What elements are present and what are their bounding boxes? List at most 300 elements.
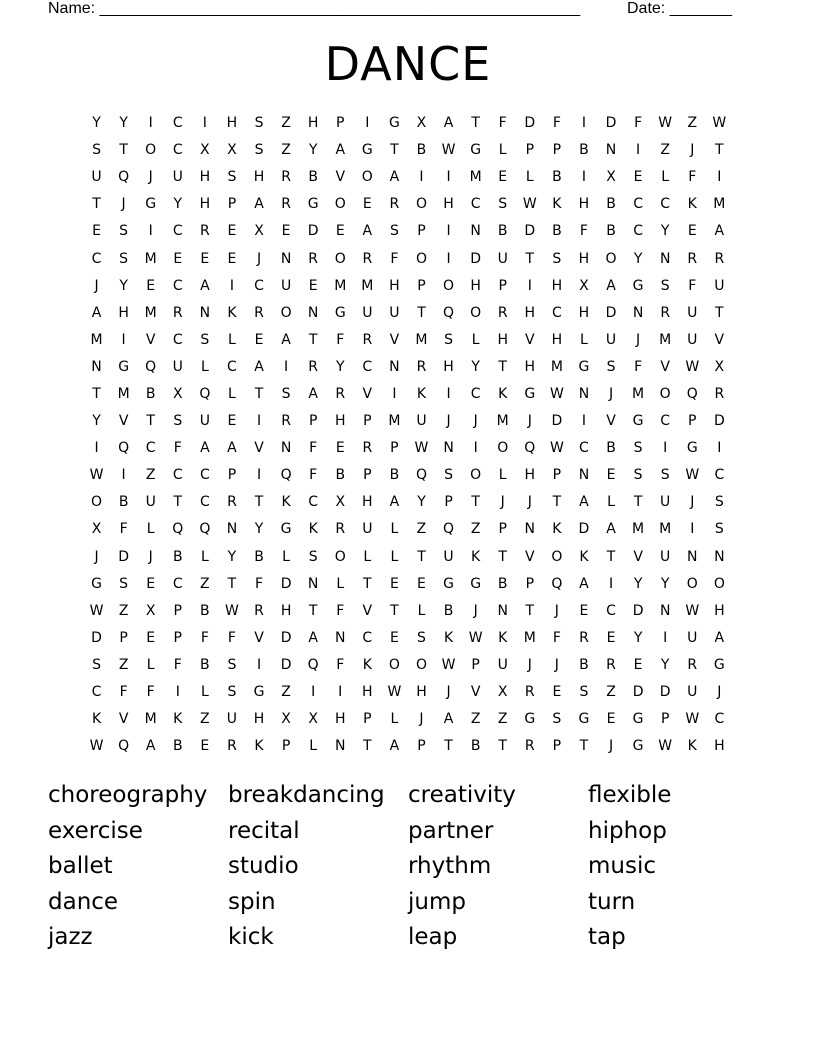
grid-letter: I [581, 115, 587, 132]
grid-letter: M [469, 169, 482, 186]
grid-letter: O [605, 250, 617, 267]
grid-letter: N [335, 738, 346, 755]
grid-letter: S [660, 467, 670, 484]
grid-letter: F [390, 250, 399, 267]
grid-letter: W [225, 602, 239, 619]
grid-row [83, 706, 733, 733]
grid-letter: J [690, 494, 695, 511]
grid-letter: Y [173, 196, 183, 213]
grid-letter: B [552, 223, 562, 240]
grid-letter: M [632, 521, 645, 538]
grid-letter: D [632, 684, 644, 701]
grid-letter: H [524, 304, 536, 321]
grid-letter: M [496, 413, 509, 430]
grid-letter: Q [145, 358, 157, 375]
name-field-label: Name: ______________________________________________________ [48, 0, 581, 17]
grid-letter: F [173, 440, 182, 457]
grid-letter: A [281, 331, 291, 348]
header-line [48, 0, 748, 20]
word-bank-item: jump [408, 888, 466, 915]
grid-letter: T [444, 738, 453, 755]
grid-letter: E [687, 223, 697, 240]
grid-letter: Q [686, 385, 698, 402]
grid-letter: J [148, 169, 153, 186]
grid-letter: Z [281, 142, 291, 159]
grid-letter: J [500, 494, 505, 511]
grid-letter: E [606, 629, 616, 646]
grid-letter: O [361, 169, 373, 186]
grid-letter: H [578, 196, 590, 213]
grid-letter: L [200, 548, 209, 565]
word-bank-item: breakdancing [228, 782, 385, 808]
grid-letter: U [497, 250, 508, 267]
grid-letter: S [714, 494, 724, 511]
grid-letter: O [497, 440, 509, 457]
grid-letter: J [608, 738, 614, 755]
grid-letter: W [89, 467, 104, 484]
grid-letter: W [89, 602, 104, 619]
grid-row [83, 408, 733, 435]
word-bank-item: choreography [48, 782, 208, 808]
grid-letter: L [200, 684, 209, 701]
grid-letter: T [471, 115, 480, 132]
grid-letter: N [335, 629, 346, 646]
grid-letter: H [280, 602, 292, 619]
grid-letter: G [713, 656, 725, 673]
grid-letter: P [417, 738, 426, 755]
grid-letter: K [579, 548, 589, 565]
grid-letter: F [336, 656, 345, 673]
grid-letter: Y [660, 656, 670, 673]
grid-letter: U [199, 413, 210, 430]
grid-letter: F [552, 629, 561, 646]
grid-letter: Y [92, 413, 101, 430]
grid-row [83, 327, 733, 354]
grid-letter: T [308, 602, 318, 619]
grid-letter: X [227, 142, 237, 159]
grid-letter: T [119, 142, 128, 159]
grid-letter: L [417, 602, 426, 619]
grid-letter: H [416, 684, 427, 701]
grid-letter: B [200, 602, 210, 619]
grid-letter: B [308, 169, 318, 186]
grid-letter: B [200, 656, 210, 673]
grid-letter: S [92, 656, 101, 673]
grid-letter: T [173, 494, 183, 511]
word-bank-item: kick [228, 924, 274, 950]
grid-letter: M [523, 629, 536, 646]
grid-letter: Q [415, 467, 427, 484]
grid-letter: Y [633, 250, 643, 267]
grid-letter: X [714, 358, 725, 375]
grid-letter: U [443, 548, 454, 565]
grid-letter: A [606, 277, 616, 294]
grid-letter: E [335, 223, 345, 240]
grid-letter: O [470, 467, 482, 484]
grid-letter: A [200, 277, 210, 294]
grid-letter: D [578, 521, 590, 538]
grid-letter: V [254, 629, 264, 646]
grid-letter: I [636, 142, 641, 159]
grid-letter: S [633, 440, 643, 457]
grid-letter: A [714, 629, 725, 646]
grid-letter: Y [119, 277, 128, 294]
grid-letter: T [363, 738, 372, 755]
grid-letter: D [632, 602, 644, 619]
grid-letter: C [551, 304, 562, 321]
grid-letter: H [334, 711, 346, 728]
grid-letter: A [579, 575, 589, 592]
grid-letter: A [362, 223, 373, 240]
grid-letter: U [687, 629, 698, 646]
grid-letter: N [687, 548, 698, 565]
grid-letter: B [335, 467, 346, 484]
grid-letter: L [498, 467, 507, 484]
grid-letter: B [579, 656, 589, 673]
grid-letter: B [443, 602, 454, 619]
grid-row [83, 516, 733, 543]
grid-letter: U [145, 494, 156, 511]
grid-letter: A [308, 629, 318, 646]
grid-letter: P [498, 521, 507, 538]
grid-letter: A [254, 196, 264, 213]
grid-letter: E [417, 575, 426, 592]
word-bank-item: exercise [48, 817, 143, 844]
grid-letter: N [578, 467, 590, 484]
grid-letter: L [525, 169, 534, 186]
grid-letter: Y [335, 358, 345, 375]
grid-letter: B [606, 196, 616, 213]
grid-letter: T [390, 142, 399, 159]
grid-letter: U [226, 711, 238, 728]
grid-letter: I [284, 358, 289, 375]
grid-letter: V [362, 385, 373, 402]
word-bank-item: recital [228, 817, 300, 844]
word-bank-item: turn [588, 888, 636, 915]
word-bank-item: hiphop [588, 817, 667, 844]
grid-letter: Q [172, 521, 184, 538]
grid-letter: O [334, 548, 346, 565]
grid-letter: F [579, 223, 588, 240]
grid-letter: A [200, 440, 210, 457]
grid-letter: D [524, 115, 536, 132]
grid-letter: V [606, 413, 616, 430]
grid-letter: S [227, 169, 237, 186]
grid-letter: I [446, 223, 451, 240]
grid-letter: O [145, 142, 157, 159]
grid-letter: G [470, 575, 482, 592]
grid-letter: S [444, 467, 453, 484]
grid-letter: H [524, 467, 536, 484]
grid-letter: K [362, 656, 372, 673]
grid-letter: A [606, 521, 616, 538]
grid-letter: E [389, 575, 399, 592]
grid-letter: N [605, 142, 617, 159]
grid-letter: H [578, 250, 590, 267]
grid-letter: P [471, 656, 480, 673]
grid-letter: U [605, 331, 617, 348]
grid-letter: H [253, 711, 265, 728]
grid-row [83, 110, 733, 137]
grid-letter: G [307, 196, 319, 213]
grid-letter: C [172, 331, 183, 348]
grid-letter: N [578, 385, 590, 402]
grid-letter: P [688, 413, 697, 430]
grid-letter: B [172, 548, 183, 565]
grid-letter: P [336, 115, 345, 132]
grid-letter: T [498, 358, 507, 375]
grid-letter: C [172, 277, 183, 294]
grid-letter: O [415, 656, 427, 673]
grid-letter: B [606, 440, 616, 457]
grid-letter: W [549, 385, 564, 402]
grid-letter: I [94, 440, 99, 457]
grid-row [83, 489, 733, 516]
grid-letter: I [446, 250, 451, 267]
grid-letter: K [498, 385, 508, 402]
grid-letter: J [473, 413, 478, 430]
grid-letter: I [202, 115, 207, 132]
grid-letter: A [714, 223, 725, 240]
grid-letter: P [552, 738, 562, 755]
word-bank-item: spin [228, 888, 276, 915]
grid-letter: T [308, 331, 318, 348]
grid-row [83, 354, 733, 381]
grid-letter: S [92, 142, 101, 159]
grid-letter: H [307, 115, 319, 132]
grid-letter: J [608, 385, 614, 402]
grid-letter: U [416, 413, 427, 430]
grid-letter: B [145, 385, 156, 402]
grid-letter: L [146, 656, 155, 673]
grid-letter: K [687, 738, 697, 755]
grid-letter: D [91, 629, 102, 646]
grid-letter: W [549, 440, 564, 457]
grid-letter: X [308, 711, 318, 728]
grid-letter: L [309, 738, 318, 755]
grid-letter: G [253, 684, 265, 701]
grid-letter: N [497, 602, 508, 619]
grid-letter: W [685, 711, 700, 728]
grid-letter: D [524, 223, 536, 240]
grid-letter: P [173, 629, 182, 646]
grid-letter: H [470, 277, 481, 294]
grid-letter: N [524, 521, 536, 538]
grid-letter: Z [281, 684, 291, 701]
grid-letter: G [470, 142, 482, 159]
grid-row [83, 571, 733, 598]
grid-letter: C [362, 358, 373, 375]
grid-letter: T [390, 602, 399, 619]
grid-letter: M [659, 331, 672, 348]
grid-letter: S [552, 711, 562, 728]
grid-letter: F [309, 467, 318, 484]
word-bank-item: tap [588, 924, 626, 950]
grid-letter: D [605, 304, 617, 321]
grid-letter: R [389, 196, 400, 213]
grid-letter: F [173, 656, 182, 673]
grid-letter: Z [145, 467, 156, 484]
grid-letter: O [388, 656, 400, 673]
grid-letter: C [199, 467, 210, 484]
grid-letter: Q [443, 521, 455, 538]
grid-letter: V [470, 684, 481, 701]
grid-letter: C [470, 196, 481, 213]
grid-letter: E [200, 738, 210, 755]
grid-letter: O [415, 250, 427, 267]
grid-letter: F [146, 684, 155, 701]
grid-letter: W [712, 115, 727, 132]
grid-letter: L [282, 548, 290, 565]
grid-letter: R [227, 738, 237, 755]
grid-letter: S [552, 250, 562, 267]
grid-letter: L [498, 142, 507, 159]
page-title: DANCE [324, 37, 492, 91]
grid-letter: I [717, 169, 722, 186]
grid-letter: O [659, 385, 671, 402]
grid-letter: R [281, 196, 291, 213]
grid-letter: O [280, 304, 292, 321]
grid-letter: A [389, 169, 400, 186]
word-bank-item: rhythm [408, 853, 492, 879]
grid-letter: A [389, 494, 400, 511]
grid-row [83, 273, 733, 300]
grid-letter: H [578, 304, 590, 321]
grid-letter: C [199, 494, 210, 511]
grid-letter: J [527, 656, 532, 673]
grid-row [83, 218, 733, 245]
grid-letter: P [227, 467, 237, 484]
grid-letter: M [361, 277, 374, 294]
grid-letter: I [446, 169, 451, 186]
grid-letter: S [498, 196, 508, 213]
grid-letter: P [552, 142, 562, 159]
grid-letter: R [579, 629, 589, 646]
grid-letter: V [362, 602, 373, 619]
grid-letter: T [227, 575, 237, 592]
grid-letter: D [307, 223, 319, 240]
grid-letter: L [228, 331, 236, 348]
grid-letter: L [336, 575, 345, 592]
grid-row [83, 435, 733, 462]
grid-letter: H [199, 196, 211, 213]
grid-letter: U [687, 331, 698, 348]
grid-letter: R [281, 413, 291, 430]
grid-letter: I [229, 277, 234, 294]
grid-letter: I [446, 385, 451, 402]
grid-letter: W [658, 738, 673, 755]
grid-letter: M [713, 196, 726, 213]
grid-letter: Y [227, 548, 237, 565]
grid-letter: H [362, 684, 373, 701]
grid-letter: M [388, 413, 401, 430]
grid-letter: G [632, 413, 644, 430]
grid-letter: B [497, 575, 508, 592]
grid-letter: T [715, 304, 724, 321]
grid-letter: O [713, 575, 725, 592]
grid-letter: C [172, 575, 183, 592]
grid-letter: N [91, 358, 102, 375]
grid-letter: T [417, 548, 426, 565]
grid-letter: J [446, 413, 451, 430]
grid-letter: Z [416, 521, 427, 538]
grid-letter: N [307, 575, 319, 592]
grid-letter: J [554, 656, 559, 673]
grid-letter: M [144, 250, 157, 267]
grid-letter: X [145, 602, 156, 619]
grid-letter: Z [606, 684, 616, 701]
grid-letter: O [443, 277, 455, 294]
grid-letter: I [121, 331, 126, 348]
grid-letter: I [690, 521, 695, 538]
grid-letter: Z [470, 521, 481, 538]
grid-letter: S [200, 331, 210, 348]
grid-letter: R [227, 494, 237, 511]
grid-letter: R [308, 250, 319, 267]
grid-letter: S [227, 656, 237, 673]
grid-row [83, 137, 733, 164]
letter-grid [83, 110, 733, 760]
grid-letter: J [717, 684, 722, 701]
grid-letter: R [687, 656, 698, 673]
grid-letter: D [118, 548, 129, 565]
grid-letter: T [633, 494, 643, 511]
grid-letter: W [441, 142, 456, 159]
grid-letter: B [172, 738, 183, 755]
grid-letter: V [525, 331, 535, 348]
grid-letter: D [280, 656, 292, 673]
grid-letter: Z [470, 711, 481, 728]
grid-letter: E [606, 711, 616, 728]
grid-letter: G [388, 115, 400, 132]
grid-letter: E [633, 656, 643, 673]
grid-letter: P [417, 223, 426, 240]
grid-letter: M [659, 521, 672, 538]
grid-letter: W [89, 738, 104, 755]
grid-letter: F [119, 521, 128, 538]
grid-letter: G [686, 440, 698, 457]
grid-letter: H [443, 196, 454, 213]
grid-letter: M [90, 331, 103, 348]
grid-row [83, 300, 733, 327]
grid-letter: N [307, 304, 319, 321]
grid-letter: P [281, 738, 291, 755]
grid-letter: U [497, 656, 508, 673]
grid-letter: S [633, 467, 643, 484]
grid-letter: R [660, 304, 671, 321]
grid-letter: B [389, 467, 400, 484]
grid-letter: P [417, 277, 426, 294]
grid-letter: G [578, 711, 590, 728]
grid-letter: T [498, 738, 507, 755]
grid-letter: N [443, 440, 454, 457]
grid-letter: D [470, 250, 482, 267]
grid-letter: H [199, 169, 211, 186]
grid-letter: K [471, 548, 481, 565]
grid-letter: Q [307, 656, 319, 673]
grid-letter: M [632, 385, 645, 402]
grid-letter: K [173, 711, 183, 728]
grid-letter: W [685, 467, 700, 484]
grid-letter: U [172, 169, 183, 186]
grid-letter: A [443, 115, 454, 132]
grid-letter: G [334, 304, 346, 321]
grid-letter: G [361, 142, 373, 159]
grid-letter: N [714, 548, 725, 565]
grid-letter: G [524, 385, 536, 402]
grid-letter: X [281, 711, 291, 728]
grid-letter: R [362, 440, 373, 457]
